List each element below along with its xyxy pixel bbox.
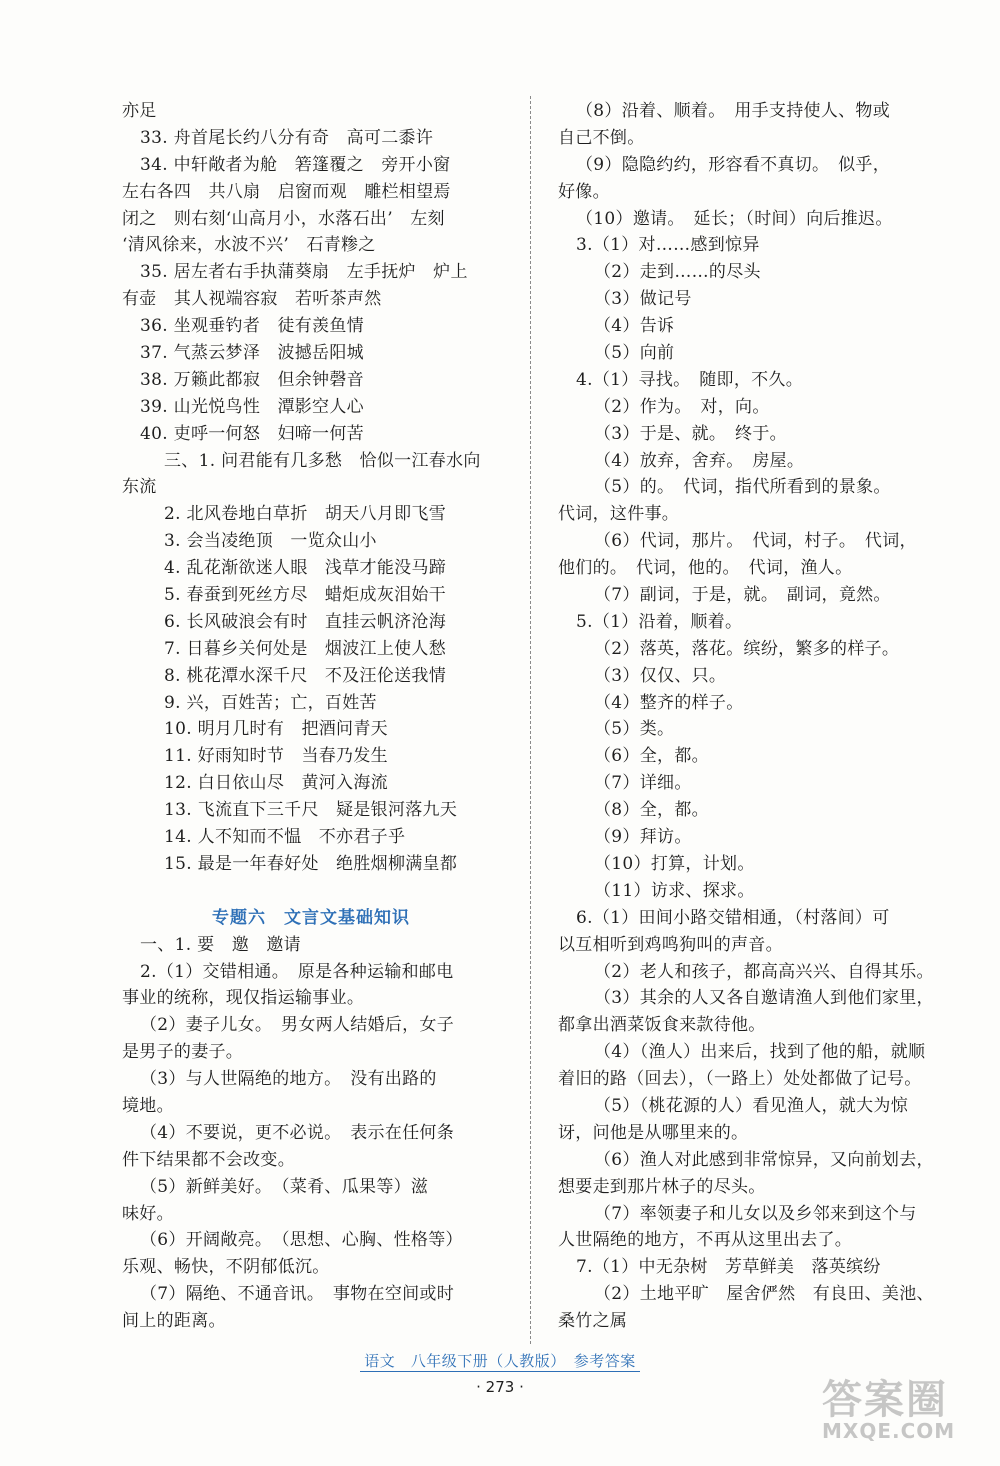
text-line: 36. 坐观垂钓者 徒有羡鱼情: [140, 316, 364, 337]
text-line: 9. 兴，百姓苦；亡，百姓苦: [164, 692, 377, 713]
text-line: 6. 长风破浪会有时 直挂云帆济沧海: [164, 611, 447, 632]
text-line: 间上的距离。: [122, 1311, 226, 1332]
text-line: 35. 居左者右手执蒲葵扇 左手抚炉 炉上: [140, 262, 468, 283]
footer-subject-text: 语文 八年级下册（人教版） 参考答案: [360, 1352, 640, 1372]
text-line: （7）副词，于是，就。 副词，竟然。: [594, 585, 891, 606]
text-line: 都拿出酒菜饭食来款待他。: [558, 1015, 766, 1036]
text-line: 东流: [122, 477, 157, 498]
text-line: （7）详细。: [594, 773, 692, 794]
text-line: 人世隔绝的地方，不再从这里出去了。: [558, 1230, 853, 1251]
text-line: 好像。: [558, 181, 610, 202]
text-line: （9）隐隐约约，形容看不真切。 似乎，: [576, 154, 891, 175]
text-line: 境地。: [122, 1095, 174, 1116]
text-line: 讶，问他是从哪里来的。: [558, 1122, 749, 1143]
section-title: 专题六 文言文基础知识: [212, 907, 410, 928]
text-line: 5.（1）沿着，顺着。: [576, 611, 743, 632]
text-line: （2）落英，落花。缤纷，繁多的样子。: [594, 638, 900, 659]
text-line: 一、1. 要 邀 邀请: [140, 934, 301, 955]
text-line: （3）仅仅、只。: [594, 665, 727, 686]
text-line: 件下结果都不会改变。: [122, 1149, 295, 1170]
text-line: （2）作为。 对，向。: [594, 396, 770, 417]
text-line: （6）开阔敞亮。 （思想、心胸、性格等）: [140, 1230, 463, 1251]
text-line: （4）整齐的样子。: [594, 692, 744, 713]
text-line: 39. 山光悦鸟性 潭影空人心: [140, 396, 364, 417]
text-line: 以互相听到鸡鸣狗叫的声音。: [558, 934, 783, 955]
text-line: 8. 桃花潭水深千尺 不及汪伦送我情: [164, 665, 447, 686]
text-line: （2）土地平旷 屋舍俨然 有良田、美池、: [594, 1284, 934, 1305]
text-line: 他们的。 代词，他的。 代词，渔人。: [558, 558, 853, 579]
text-line: （3）于是、就。 终于。: [594, 423, 787, 444]
text-line: 33. 舟首尾长约八分有奇 高可二黍许: [140, 127, 434, 148]
text-line: 2.（1）交错相通。 原是各种运输和邮电: [140, 961, 454, 982]
text-line: 乐观、畅快，不阴郁低沉。: [122, 1257, 330, 1278]
text-line: （11）访求、探求。: [594, 880, 755, 901]
watermark-url: MXQE.COM: [822, 1419, 956, 1443]
text-line: 亦足: [122, 101, 157, 121]
text-line: （10）邀请。 延长；（时间）向后推迟。: [576, 208, 893, 229]
text-line: 40. 吏呼一何怒 妇啼一何苦: [140, 423, 364, 444]
text-line: （4）告诉: [594, 316, 675, 337]
text-line: （5）新鲜美好。 （菜肴、瓜果等）滋: [140, 1176, 429, 1197]
text-line: （4）（渔人）出来后，找到了他的船，就顺: [594, 1042, 926, 1063]
text-line: 11. 好雨知时节 当春乃发生: [164, 746, 388, 767]
text-line: （10）打算，计划。: [594, 853, 755, 874]
text-line: 代词，这件事。: [558, 504, 680, 525]
text-line: ‘清风徐来，水波不兴’ 石青糁之: [122, 235, 376, 256]
text-line: 有壶 其人视端容寂 若听茶声然: [122, 289, 382, 310]
text-line: 34. 中轩敞者为舱 箬篷覆之 旁开小窗: [140, 154, 451, 175]
text-line: 三、1. 问君能有几多愁 恰似一江春水向: [164, 450, 481, 471]
right-column: [558, 98, 948, 1335]
text-line: （2）走到……的尽头: [594, 262, 761, 283]
text-line: （7）率领妻子和儿女以及乡邻来到这个与: [594, 1203, 917, 1224]
text-line: （3）与人世隔绝的地方。 没有出路的: [140, 1069, 437, 1090]
text-line: 15. 最是一年春好处 绝胜烟柳满皇都: [164, 853, 458, 874]
text-line: （3）其余的人又各自邀请渔人到他们家里，: [594, 988, 934, 1009]
text-line: 4.（1）寻找。 随即，不久。: [576, 369, 804, 390]
text-line: 6.（1）田间小路交错相通，（村落间）可: [576, 907, 890, 928]
text-line: （6）代词，那片。 代词，村子。 代词，: [594, 531, 917, 552]
text-line: （4）放弃，舍弃。 房屋。: [594, 450, 805, 471]
text-line: （4）不要说，更不必说。 表示在任何条: [140, 1122, 455, 1143]
text-line: 自己不倒。: [558, 127, 645, 148]
text-line: 7. 日暮乡关何处是 烟波江上使人愁: [164, 638, 447, 659]
text-line: 左右各四 共八扇 启窗而观 雕栏相望焉: [122, 181, 451, 202]
text-line: 着旧的路（回去），（一路上）处处都做了记号。: [558, 1069, 922, 1090]
text-line: 13. 飞流直下三千尺 疑是银河落九天: [164, 800, 458, 821]
text-line: （2）妻子儿女。 男女两人结婚后，女子: [140, 1015, 455, 1036]
left-column: [122, 98, 522, 1335]
text-line: 桑竹之属: [558, 1311, 628, 1332]
column-divider: [530, 96, 531, 1344]
text-line: 3.（1）对……感到惊异: [576, 235, 760, 256]
text-line: 想要走到那片林子的尽头。: [558, 1176, 766, 1197]
page-number: · 273 ·: [476, 1378, 524, 1396]
text-line: （5）（桃花源的人）看见渔人，就大为惊: [594, 1095, 909, 1116]
text-line: 3. 会当凌绝顶 一览众山小: [164, 531, 377, 552]
watermark-logo: [822, 1368, 972, 1454]
spacer: [122, 878, 522, 905]
text-line: （2）老人和孩子，都高高兴兴、自得其乐。: [594, 961, 934, 982]
text-line: 4. 乱花渐欲迷人眼 浅草才能没马蹄: [164, 558, 447, 579]
watermark-text: 答案圈: [822, 1377, 948, 1423]
text-line: 12. 白日依山尽 黄河入海流: [164, 773, 388, 794]
text-line: （6）渔人对此感到非常惊异，又向前划去，: [594, 1149, 934, 1170]
text-line: 2. 北风卷地白草折 胡天八月即飞雪: [164, 504, 447, 525]
text-line: （9）拜访。: [594, 827, 692, 848]
text-line: 味好。: [122, 1203, 174, 1224]
text-line: 闭之 则右刻‘山高月小，水落石出’ 左刻: [122, 208, 445, 229]
text-line: 事业的统称，现仅指运输事业。: [122, 988, 365, 1009]
text-line: 10. 明月几时有 把酒问青天: [164, 719, 388, 740]
text-line: （5）的。 代词，指代所看到的景象。: [594, 477, 891, 498]
text-line: 7.（1）中无杂树 芳草鲜美 落英缤纷: [576, 1257, 881, 1278]
text-line: （3）做记号: [594, 289, 692, 310]
text-line: 37. 气蒸云梦泽 波撼岳阳城: [140, 343, 364, 364]
text-line: （8）全，都。: [594, 800, 709, 821]
text-line: （7）隔绝、不通音讯。 事物在空间或时: [140, 1284, 455, 1305]
text-line: 是男子的妻子。: [122, 1042, 244, 1063]
text-line: （5）类。: [594, 719, 675, 740]
text-line: （8）沿着、顺着。 用手支持使人、物或: [576, 101, 891, 121]
text-line: （5）向前: [594, 343, 675, 364]
text-line: （6）全，都。: [594, 746, 709, 767]
text-line: 14. 人不知而不愠 不亦君子乎: [164, 827, 406, 848]
text-line: 38. 万籁此都寂 但余钟磬音: [140, 369, 364, 390]
text-line: 5. 春蚕到死丝方尽 蜡炬成灰泪始干: [164, 585, 447, 606]
